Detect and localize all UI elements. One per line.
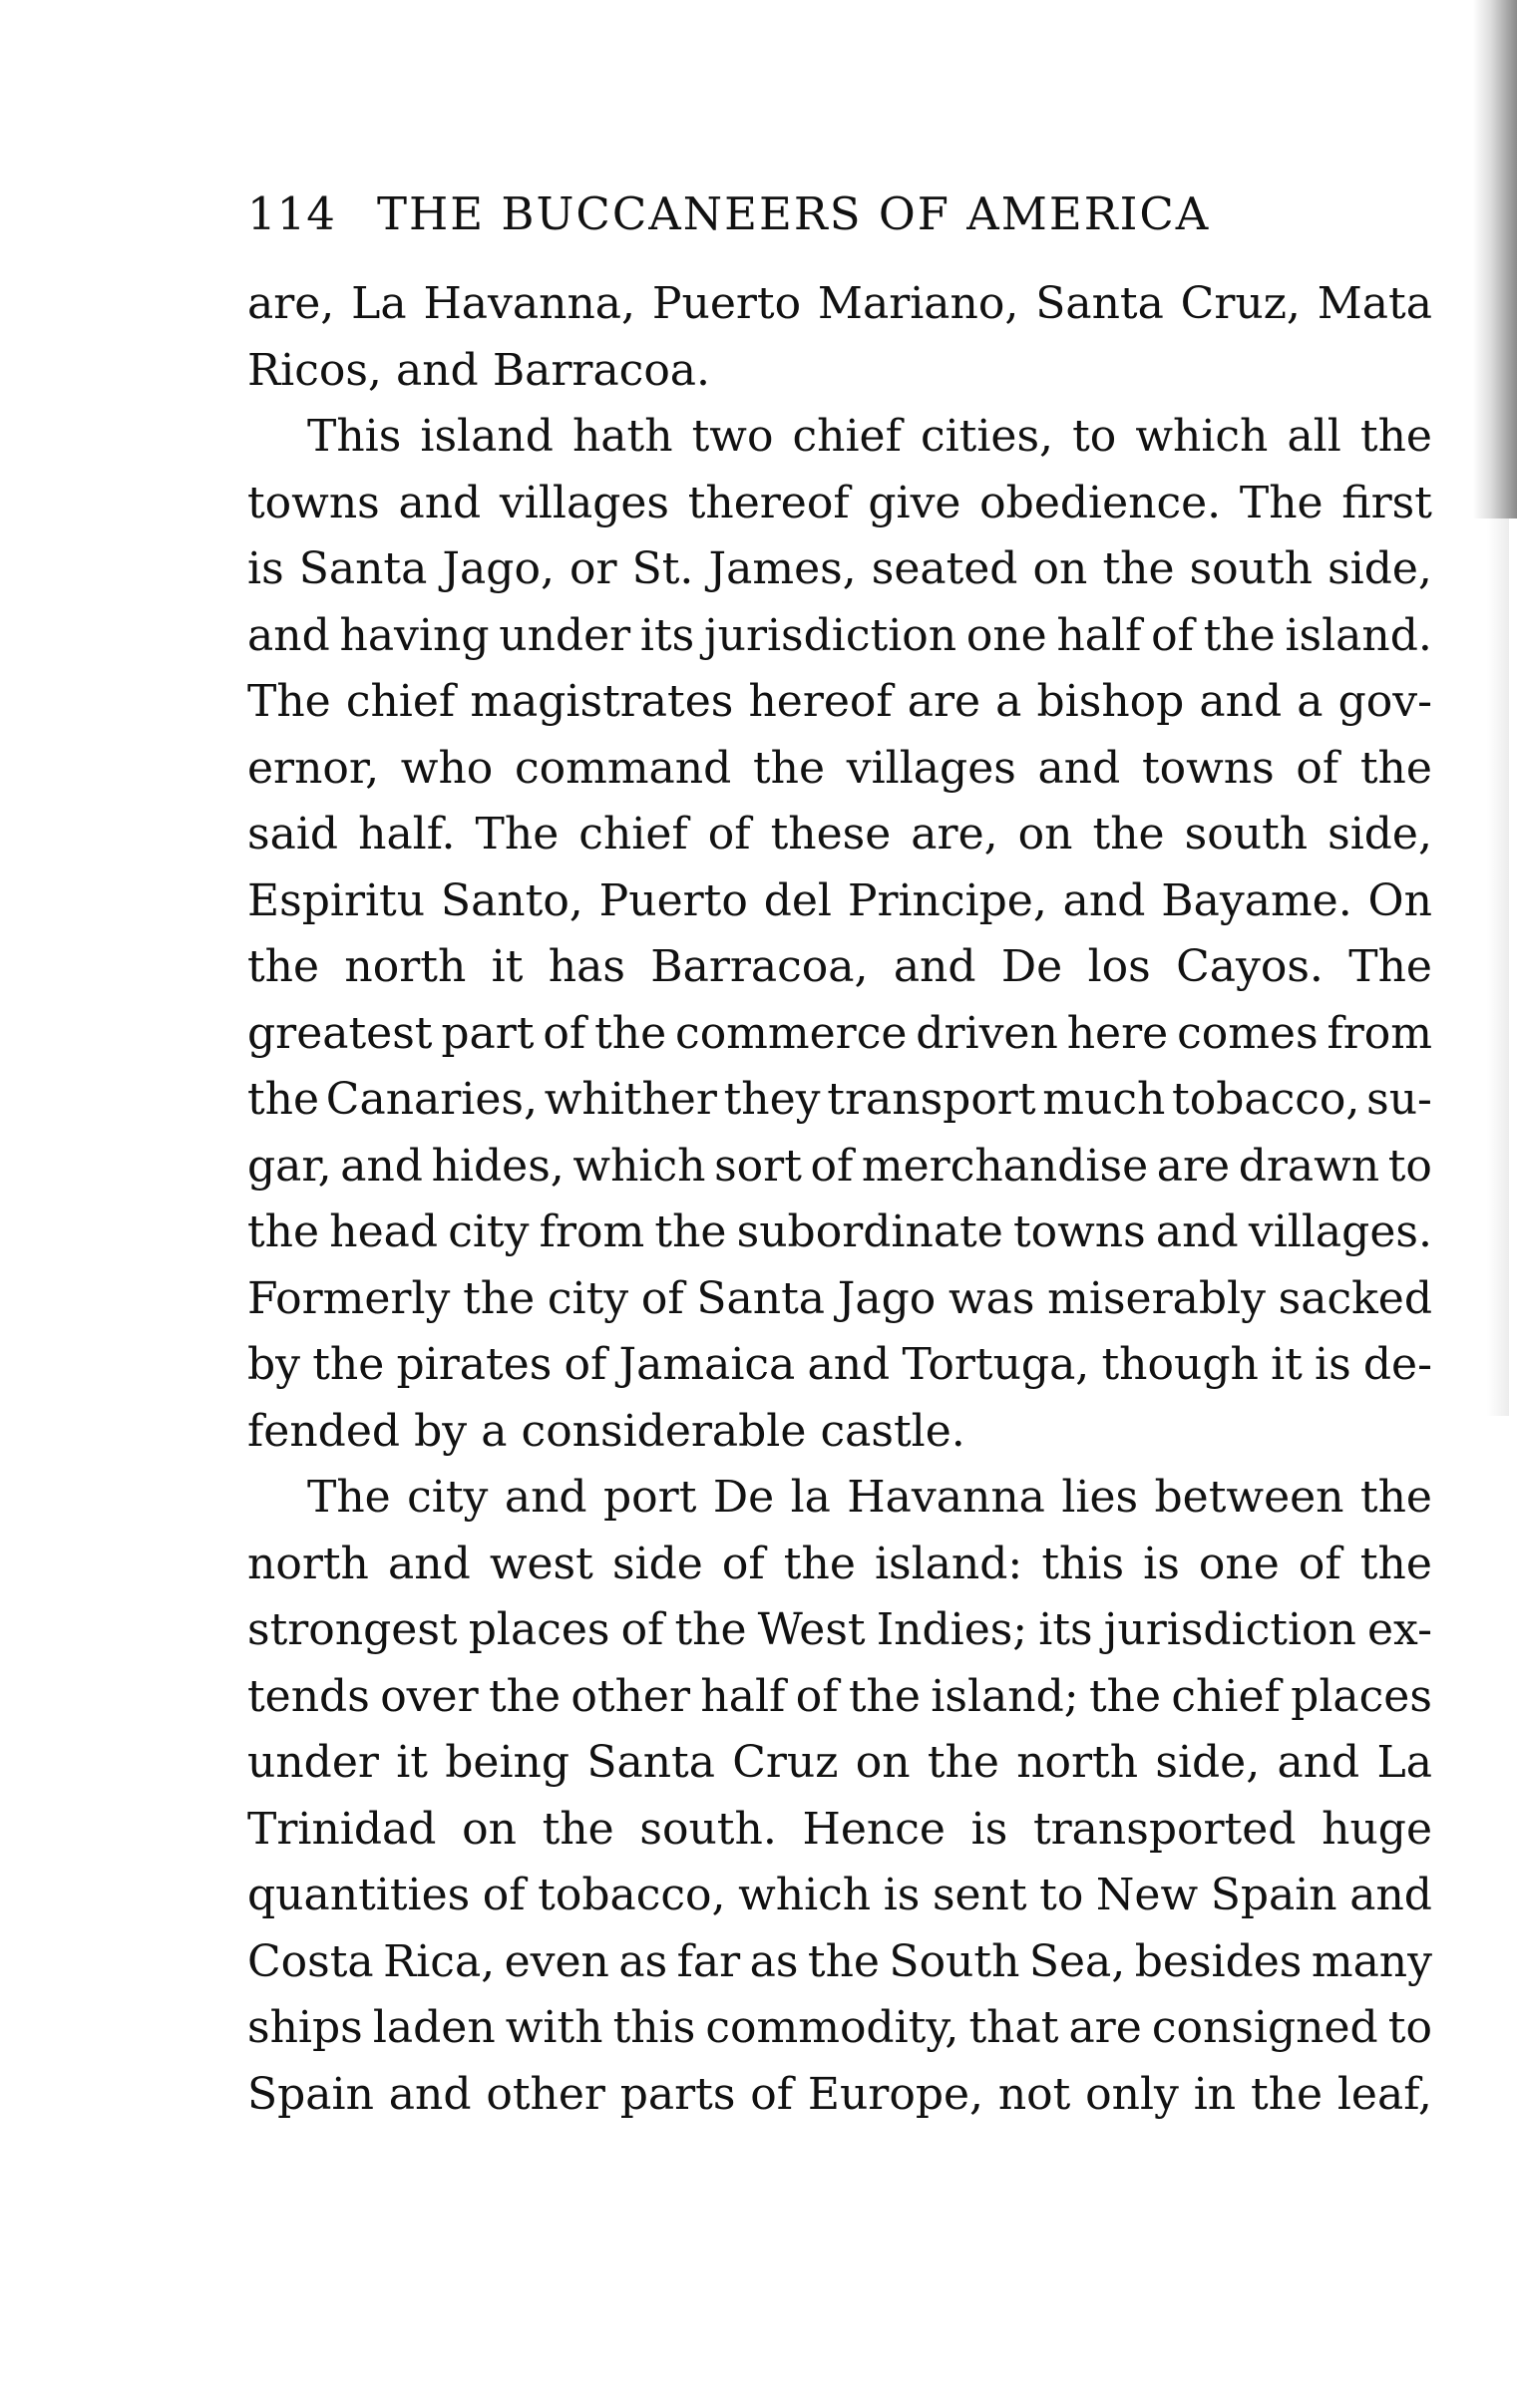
text-line: gar, and hides, which sort of merchandise are drawn to bbox=[247, 1140, 1432, 1192]
text-line: towns and villages thereof give obedience. The first bbox=[247, 477, 1432, 528]
text-line: the north it has Barracoa, and De los Cayos. The bbox=[247, 941, 1432, 992]
text-line: is Santa Jago, or St. James, seated on the south side, bbox=[247, 543, 1432, 594]
text-line: the head city from the subordinate towns and villages. bbox=[247, 1206, 1432, 1257]
text-line: north and west side of the island: this is one of the bbox=[247, 1538, 1432, 1589]
text-line: ships laden with this commodity, that are consigned to bbox=[247, 2002, 1432, 2053]
text-line: Trinidad on the south. Hence is transported huge bbox=[247, 1803, 1432, 1855]
text-line: strongest places of the West Indies; its jurisdiction ex- bbox=[247, 1604, 1432, 1655]
text-line: and having under its jurisdiction one half of the island. bbox=[247, 609, 1432, 661]
text-line: under it being Santa Cruz on the north side, and La bbox=[247, 1737, 1432, 1788]
text-line: ernor, who command the villages and towns of the bbox=[247, 742, 1432, 794]
text-line: The chief magistrates hereof are a bishop and a gov- bbox=[247, 676, 1432, 727]
text-line: Costa Rica, even as far as the South Sea, besides many bbox=[247, 1935, 1432, 1987]
page-number: 114 bbox=[247, 187, 336, 240]
text-line: are, La Havanna, Puerto Mariano, Santa Cruz, Mata bbox=[247, 278, 1432, 329]
scan-edge-shadow bbox=[1473, 0, 1517, 518]
text-line: Ricos, and Barracoa. bbox=[247, 344, 711, 396]
text-line: The city and port De la Havanna lies between the bbox=[307, 1472, 1432, 1523]
scan-edge-shadow-lower bbox=[1487, 518, 1509, 1416]
text-line: Espiritu Santo, Puerto del Principe, and Bayame. On bbox=[247, 874, 1432, 926]
text-line: by the pirates of Jamaica and Tortuga, though it is de- bbox=[247, 1339, 1432, 1390]
text-line: This island hath two chief cities, to which all the bbox=[307, 411, 1432, 462]
text-line: fended by a considerable castle. bbox=[247, 1405, 965, 1457]
text-line: Spain and other parts of Europe, not only in the leaf, bbox=[247, 2068, 1432, 2120]
text-line: greatest part of the commerce driven here comes from bbox=[247, 1007, 1432, 1059]
text-line: said half. The chief of these are, on the south side, bbox=[247, 809, 1432, 860]
running-head bbox=[247, 187, 1344, 247]
text-line: quantities of tobacco, which is sent to New Spain and bbox=[247, 1870, 1432, 1920]
text-line: tends over the other half of the island; the chief places bbox=[247, 1670, 1432, 1722]
text-line: Formerly the city of Santa Jago was miserably sacked bbox=[247, 1272, 1432, 1324]
running-title: THE BUCCANEERS OF AMERICA bbox=[377, 187, 1211, 240]
text-line: the Canaries, whither they transport much tobacco, su- bbox=[247, 1074, 1432, 1125]
body-text bbox=[247, 271, 1432, 2128]
